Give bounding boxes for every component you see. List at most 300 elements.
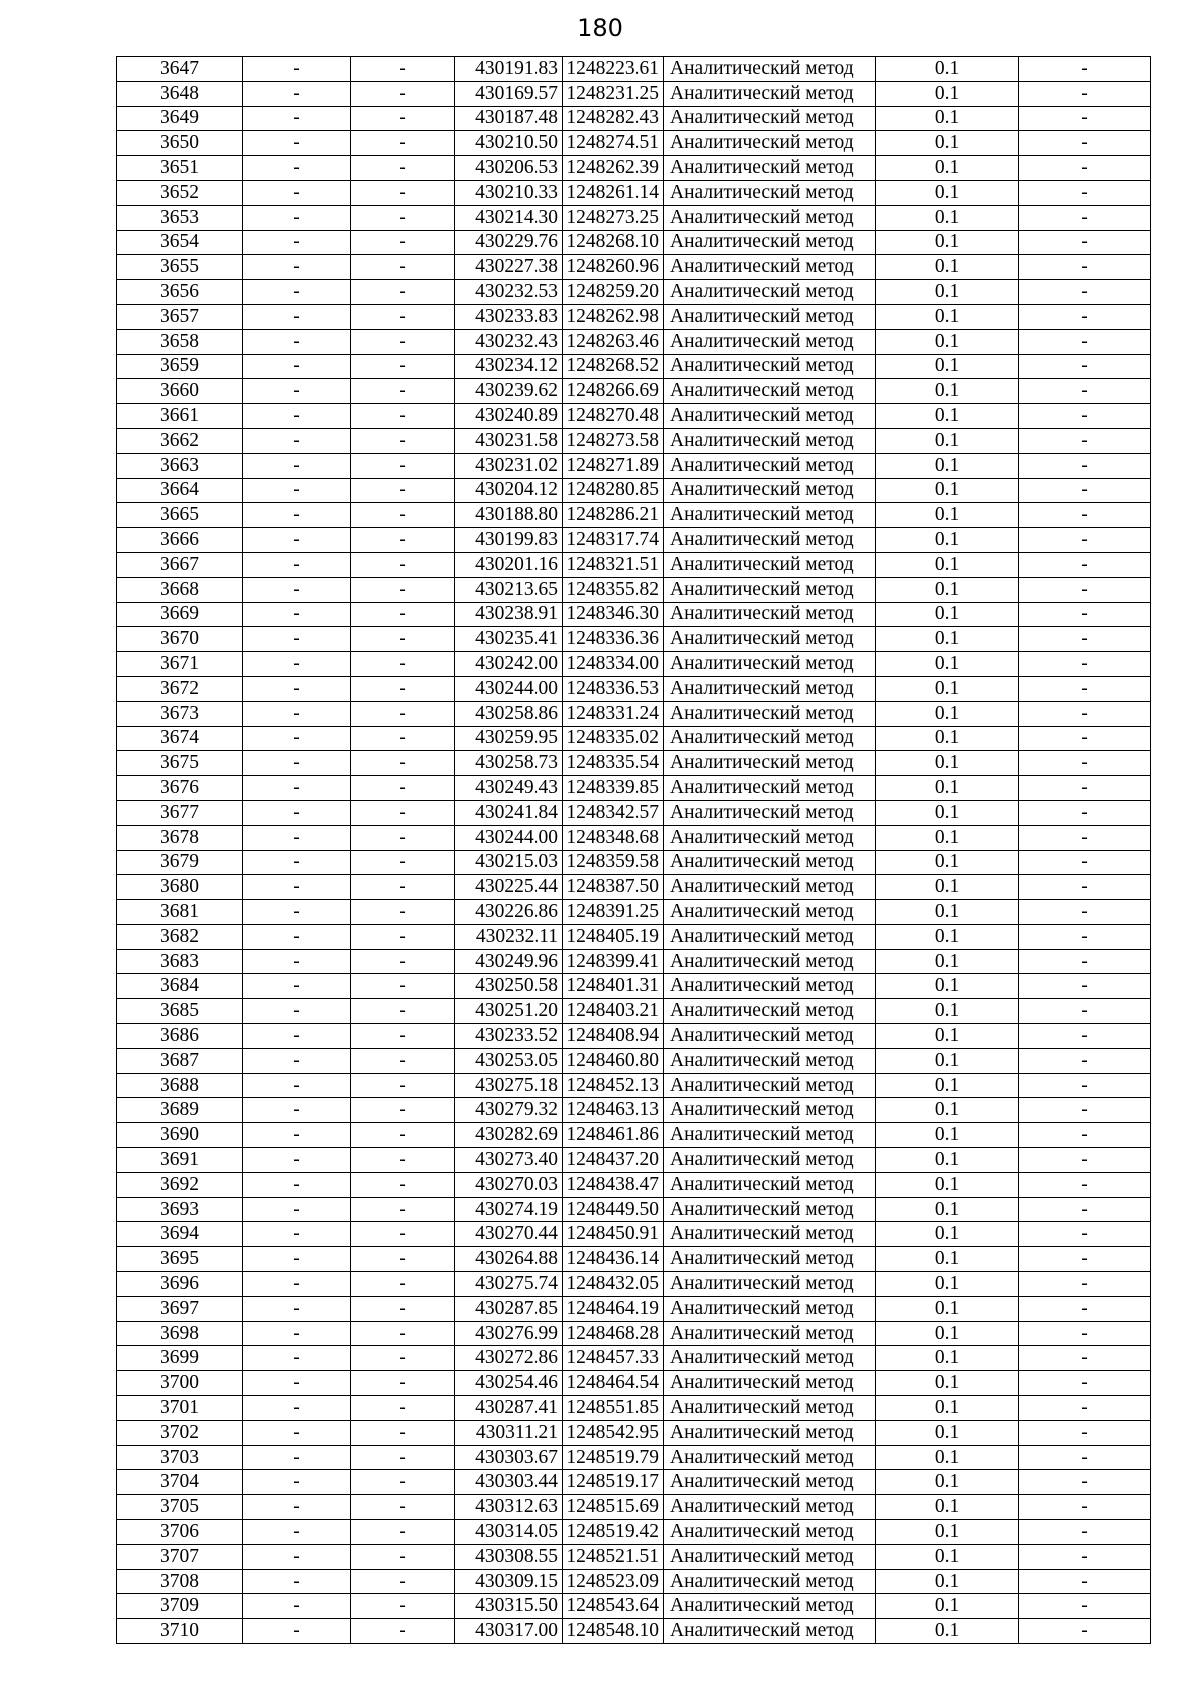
accuracy-cell: 0.1 [876,1222,1019,1247]
accuracy-cell: 0.1 [876,701,1019,726]
y-coordinate-cell: 1248231.25 [563,81,664,106]
x-coordinate-cell: 430287.41 [455,1396,563,1421]
dash-cell-2: - [351,131,455,156]
point-number-cell: 3707 [117,1544,243,1569]
accuracy-cell: 0.1 [876,1148,1019,1173]
accuracy-cell: 0.1 [876,652,1019,677]
dash-cell-3: - [1019,701,1151,726]
dash-cell-1: - [243,1420,351,1445]
method-cell: Аналитический метод [664,577,876,602]
coordinates-table [116,56,1151,1644]
y-coordinate-cell: 1248408.94 [563,1024,664,1049]
x-coordinate-cell: 430210.50 [455,131,563,156]
dash-cell-3: - [1019,552,1151,577]
point-number-cell: 3676 [117,776,243,801]
x-coordinate-cell: 430287.85 [455,1296,563,1321]
dash-cell-3: - [1019,1296,1151,1321]
accuracy-cell: 0.1 [876,180,1019,205]
method-cell: Аналитический метод [664,180,876,205]
table-row [117,478,1151,503]
table-row [117,652,1151,677]
y-coordinate-cell: 1248336.53 [563,676,664,701]
accuracy-cell: 0.1 [876,1544,1019,1569]
point-number-cell: 3704 [117,1470,243,1495]
dash-cell-3: - [1019,478,1151,503]
accuracy-cell: 0.1 [876,1073,1019,1098]
dash-cell-1: - [243,528,351,553]
dash-cell-2: - [351,1172,455,1197]
point-number-cell: 3691 [117,1148,243,1173]
dash-cell-3: - [1019,180,1151,205]
x-coordinate-cell: 430199.83 [455,528,563,553]
point-number-cell: 3656 [117,280,243,305]
point-number-cell: 3675 [117,751,243,776]
dash-cell-3: - [1019,131,1151,156]
y-coordinate-cell: 1248457.33 [563,1346,664,1371]
y-coordinate-cell: 1248335.54 [563,751,664,776]
point-number-cell: 3674 [117,726,243,751]
x-coordinate-cell: 430276.99 [455,1321,563,1346]
table-row [117,1470,1151,1495]
x-coordinate-cell: 430188.80 [455,503,563,528]
method-cell: Аналитический метод [664,1544,876,1569]
method-cell: Аналитический метод [664,1594,876,1619]
dash-cell-2: - [351,354,455,379]
dash-cell-3: - [1019,1619,1151,1644]
x-coordinate-cell: 430317.00 [455,1619,563,1644]
dash-cell-1: - [243,1296,351,1321]
table-row [117,577,1151,602]
table-row [117,1247,1151,1272]
dash-cell-1: - [243,1172,351,1197]
x-coordinate-cell: 430254.46 [455,1371,563,1396]
y-coordinate-cell: 1248450.91 [563,1222,664,1247]
point-number-cell: 3705 [117,1495,243,1520]
dash-cell-2: - [351,280,455,305]
method-cell: Аналитический метод [664,949,876,974]
dash-cell-3: - [1019,850,1151,875]
dash-cell-1: - [243,949,351,974]
dash-cell-3: - [1019,1123,1151,1148]
dash-cell-1: - [243,701,351,726]
y-coordinate-cell: 1248259.20 [563,280,664,305]
y-coordinate-cell: 1248266.69 [563,379,664,404]
table-row [117,1197,1151,1222]
dash-cell-1: - [243,1544,351,1569]
method-cell: Аналитический метод [664,1619,876,1644]
point-number-cell: 3682 [117,924,243,949]
table-row [117,404,1151,429]
dash-cell-2: - [351,751,455,776]
dash-cell-2: - [351,1247,455,1272]
dash-cell-2: - [351,404,455,429]
accuracy-cell: 0.1 [876,106,1019,131]
accuracy-cell: 0.1 [876,900,1019,925]
x-coordinate-cell: 430270.44 [455,1222,563,1247]
table-row [117,1396,1151,1421]
dash-cell-2: - [351,1371,455,1396]
accuracy-cell: 0.1 [876,1172,1019,1197]
dash-cell-2: - [351,949,455,974]
dash-cell-3: - [1019,999,1151,1024]
dash-cell-3: - [1019,205,1151,230]
dash-cell-1: - [243,1371,351,1396]
dash-cell-2: - [351,974,455,999]
accuracy-cell: 0.1 [876,999,1019,1024]
dash-cell-3: - [1019,1197,1151,1222]
y-coordinate-cell: 1248331.24 [563,701,664,726]
method-cell: Аналитический метод [664,776,876,801]
x-coordinate-cell: 430214.30 [455,205,563,230]
dash-cell-1: - [243,106,351,131]
x-coordinate-cell: 430309.15 [455,1569,563,1594]
dash-cell-1: - [243,1346,351,1371]
method-cell: Аналитический метод [664,1569,876,1594]
dash-cell-1: - [243,180,351,205]
y-coordinate-cell: 1248401.31 [563,974,664,999]
y-coordinate-cell: 1248391.25 [563,900,664,925]
dash-cell-3: - [1019,1371,1151,1396]
point-number-cell: 3680 [117,875,243,900]
x-coordinate-cell: 430225.44 [455,875,563,900]
dash-cell-3: - [1019,726,1151,751]
method-cell: Аналитический метод [664,1445,876,1470]
dash-cell-2: - [351,379,455,404]
x-coordinate-cell: 430241.84 [455,800,563,825]
y-coordinate-cell: 1248523.09 [563,1569,664,1594]
dash-cell-1: - [243,453,351,478]
accuracy-cell: 0.1 [876,1371,1019,1396]
table-row [117,453,1151,478]
dash-cell-1: - [243,131,351,156]
method-cell: Аналитический метод [664,1123,876,1148]
y-coordinate-cell: 1248387.50 [563,875,664,900]
table-row [117,230,1151,255]
dash-cell-2: - [351,180,455,205]
method-cell: Аналитический метод [664,379,876,404]
y-coordinate-cell: 1248519.42 [563,1520,664,1545]
x-coordinate-cell: 430242.00 [455,652,563,677]
dash-cell-3: - [1019,329,1151,354]
x-coordinate-cell: 430206.53 [455,156,563,181]
point-number-cell: 3709 [117,1594,243,1619]
x-coordinate-cell: 430312.63 [455,1495,563,1520]
table-row [117,1321,1151,1346]
method-cell: Аналитический метод [664,503,876,528]
y-coordinate-cell: 1248403.21 [563,999,664,1024]
method-cell: Аналитический метод [664,1222,876,1247]
dash-cell-3: - [1019,106,1151,131]
dash-cell-1: - [243,1222,351,1247]
dash-cell-2: - [351,900,455,925]
x-coordinate-cell: 430273.40 [455,1148,563,1173]
point-number-cell: 3647 [117,57,243,82]
x-coordinate-cell: 430231.02 [455,453,563,478]
dash-cell-2: - [351,800,455,825]
dash-cell-2: - [351,329,455,354]
dash-cell-2: - [351,1520,455,1545]
accuracy-cell: 0.1 [876,131,1019,156]
method-cell: Аналитический метод [664,875,876,900]
page-number: 180 [577,14,623,42]
point-number-cell: 3654 [117,230,243,255]
point-number-cell: 3651 [117,156,243,181]
dash-cell-3: - [1019,453,1151,478]
dash-cell-1: - [243,503,351,528]
dash-cell-3: - [1019,949,1151,974]
dash-cell-2: - [351,1470,455,1495]
accuracy-cell: 0.1 [876,1321,1019,1346]
accuracy-cell: 0.1 [876,552,1019,577]
x-coordinate-cell: 430239.62 [455,379,563,404]
method-cell: Аналитический метод [664,329,876,354]
accuracy-cell: 0.1 [876,875,1019,900]
table-row [117,1619,1151,1644]
dash-cell-2: - [351,1569,455,1594]
point-number-cell: 3659 [117,354,243,379]
method-cell: Аналитический метод [664,1148,876,1173]
dash-cell-3: - [1019,776,1151,801]
table-row [117,1520,1151,1545]
dash-cell-2: - [351,1272,455,1297]
table-row [117,751,1151,776]
method-cell: Аналитический метод [664,230,876,255]
dash-cell-1: - [243,1569,351,1594]
accuracy-cell: 0.1 [876,1520,1019,1545]
y-coordinate-cell: 1248432.05 [563,1272,664,1297]
table-row [117,1272,1151,1297]
dash-cell-1: - [243,1073,351,1098]
method-cell: Аналитический метод [664,1272,876,1297]
dash-cell-2: - [351,875,455,900]
dash-cell-3: - [1019,255,1151,280]
accuracy-cell: 0.1 [876,800,1019,825]
dash-cell-1: - [243,751,351,776]
point-number-cell: 3689 [117,1098,243,1123]
x-coordinate-cell: 430282.69 [455,1123,563,1148]
dash-cell-3: - [1019,1098,1151,1123]
x-coordinate-cell: 430235.41 [455,627,563,652]
dash-cell-1: - [243,800,351,825]
x-coordinate-cell: 430187.48 [455,106,563,131]
method-cell: Аналитический метод [664,528,876,553]
dash-cell-3: - [1019,825,1151,850]
dash-cell-1: - [243,577,351,602]
method-cell: Аналитический метод [664,900,876,925]
x-coordinate-cell: 430204.12 [455,478,563,503]
y-coordinate-cell: 1248436.14 [563,1247,664,1272]
dash-cell-3: - [1019,875,1151,900]
method-cell: Аналитический метод [664,131,876,156]
y-coordinate-cell: 1248461.86 [563,1123,664,1148]
dash-cell-3: - [1019,1272,1151,1297]
accuracy-cell: 0.1 [876,503,1019,528]
point-number-cell: 3685 [117,999,243,1024]
accuracy-cell: 0.1 [876,1197,1019,1222]
accuracy-cell: 0.1 [876,1420,1019,1445]
dash-cell-2: - [351,106,455,131]
point-number-cell: 3703 [117,1445,243,1470]
point-number-cell: 3655 [117,255,243,280]
dash-cell-1: - [243,428,351,453]
dash-cell-1: - [243,1470,351,1495]
dash-cell-2: - [351,1619,455,1644]
dash-cell-1: - [243,1098,351,1123]
dash-cell-3: - [1019,602,1151,627]
table-row [117,800,1151,825]
y-coordinate-cell: 1248268.10 [563,230,664,255]
dash-cell-3: - [1019,1222,1151,1247]
y-coordinate-cell: 1248437.20 [563,1148,664,1173]
point-number-cell: 3681 [117,900,243,925]
table-row [117,1569,1151,1594]
dash-cell-2: - [351,1544,455,1569]
point-number-cell: 3666 [117,528,243,553]
dash-cell-2: - [351,602,455,627]
dash-cell-3: - [1019,577,1151,602]
table-row [117,825,1151,850]
accuracy-cell: 0.1 [876,304,1019,329]
dash-cell-3: - [1019,800,1151,825]
table-row [117,180,1151,205]
dash-cell-3: - [1019,1172,1151,1197]
table-row [117,999,1151,1024]
table-row [117,974,1151,999]
x-coordinate-cell: 430250.58 [455,974,563,999]
dash-cell-1: - [243,974,351,999]
dash-cell-2: - [351,1296,455,1321]
point-number-cell: 3688 [117,1073,243,1098]
point-number-cell: 3664 [117,478,243,503]
method-cell: Аналитический метод [664,1396,876,1421]
method-cell: Аналитический метод [664,1247,876,1272]
method-cell: Аналитический метод [664,280,876,305]
y-coordinate-cell: 1248355.82 [563,577,664,602]
x-coordinate-cell: 430275.18 [455,1073,563,1098]
dash-cell-2: - [351,1148,455,1173]
method-cell: Аналитический метод [664,57,876,82]
x-coordinate-cell: 430226.86 [455,900,563,925]
dash-cell-3: - [1019,379,1151,404]
accuracy-cell: 0.1 [876,1346,1019,1371]
x-coordinate-cell: 430234.12 [455,354,563,379]
accuracy-cell: 0.1 [876,751,1019,776]
method-cell: Аналитический метод [664,156,876,181]
dash-cell-1: - [243,1197,351,1222]
y-coordinate-cell: 1248273.58 [563,428,664,453]
accuracy-cell: 0.1 [876,1296,1019,1321]
table-row [117,1098,1151,1123]
accuracy-cell: 0.1 [876,1569,1019,1594]
dash-cell-3: - [1019,1445,1151,1470]
table-row [117,379,1151,404]
dash-cell-2: - [351,1495,455,1520]
table-body [117,57,1151,1644]
method-cell: Аналитический метод [664,1073,876,1098]
table-row [117,1346,1151,1371]
dash-cell-2: - [351,230,455,255]
dash-cell-3: - [1019,428,1151,453]
y-coordinate-cell: 1248464.54 [563,1371,664,1396]
point-number-cell: 3687 [117,1048,243,1073]
dash-cell-3: - [1019,1048,1151,1073]
accuracy-cell: 0.1 [876,1594,1019,1619]
method-cell: Аналитический метод [664,106,876,131]
dash-cell-1: - [243,304,351,329]
table-row [117,726,1151,751]
method-cell: Аналитический метод [664,1098,876,1123]
y-coordinate-cell: 1248548.10 [563,1619,664,1644]
dash-cell-1: - [243,280,351,305]
dash-cell-2: - [351,1123,455,1148]
x-coordinate-cell: 430231.58 [455,428,563,453]
method-cell: Аналитический метод [664,850,876,875]
dash-cell-2: - [351,999,455,1024]
x-coordinate-cell: 430232.43 [455,329,563,354]
dash-cell-1: - [243,776,351,801]
y-coordinate-cell: 1248399.41 [563,949,664,974]
x-coordinate-cell: 430258.73 [455,751,563,776]
point-number-cell: 3668 [117,577,243,602]
point-number-cell: 3650 [117,131,243,156]
x-coordinate-cell: 430259.95 [455,726,563,751]
method-cell: Аналитический метод [664,999,876,1024]
x-coordinate-cell: 430249.43 [455,776,563,801]
dash-cell-2: - [351,1420,455,1445]
dash-cell-2: - [351,825,455,850]
method-cell: Аналитический метод [664,602,876,627]
point-number-cell: 3652 [117,180,243,205]
dash-cell-1: - [243,1148,351,1173]
method-cell: Аналитический метод [664,676,876,701]
dash-cell-1: - [243,255,351,280]
y-coordinate-cell: 1248271.89 [563,453,664,478]
y-coordinate-cell: 1248521.51 [563,1544,664,1569]
accuracy-cell: 0.1 [876,1024,1019,1049]
table-row [117,1371,1151,1396]
point-number-cell: 3673 [117,701,243,726]
point-number-cell: 3657 [117,304,243,329]
dash-cell-1: - [243,81,351,106]
table-row [117,1420,1151,1445]
accuracy-cell: 0.1 [876,528,1019,553]
accuracy-cell: 0.1 [876,726,1019,751]
dash-cell-3: - [1019,304,1151,329]
method-cell: Аналитический метод [664,552,876,577]
y-coordinate-cell: 1248261.14 [563,180,664,205]
dash-cell-2: - [351,1445,455,1470]
y-coordinate-cell: 1248468.28 [563,1321,664,1346]
y-coordinate-cell: 1248405.19 [563,924,664,949]
table-row [117,156,1151,181]
x-coordinate-cell: 430233.52 [455,1024,563,1049]
point-number-cell: 3667 [117,552,243,577]
y-coordinate-cell: 1248519.79 [563,1445,664,1470]
dash-cell-3: - [1019,1024,1151,1049]
dash-cell-1: - [243,1123,351,1148]
method-cell: Аналитический метод [664,1420,876,1445]
dash-cell-1: - [243,676,351,701]
point-number-cell: 3658 [117,329,243,354]
accuracy-cell: 0.1 [876,602,1019,627]
dash-cell-2: - [351,81,455,106]
point-number-cell: 3672 [117,676,243,701]
table-row [117,875,1151,900]
y-coordinate-cell: 1248262.39 [563,156,664,181]
dash-cell-3: - [1019,676,1151,701]
point-number-cell: 3669 [117,602,243,627]
dash-cell-2: - [351,701,455,726]
